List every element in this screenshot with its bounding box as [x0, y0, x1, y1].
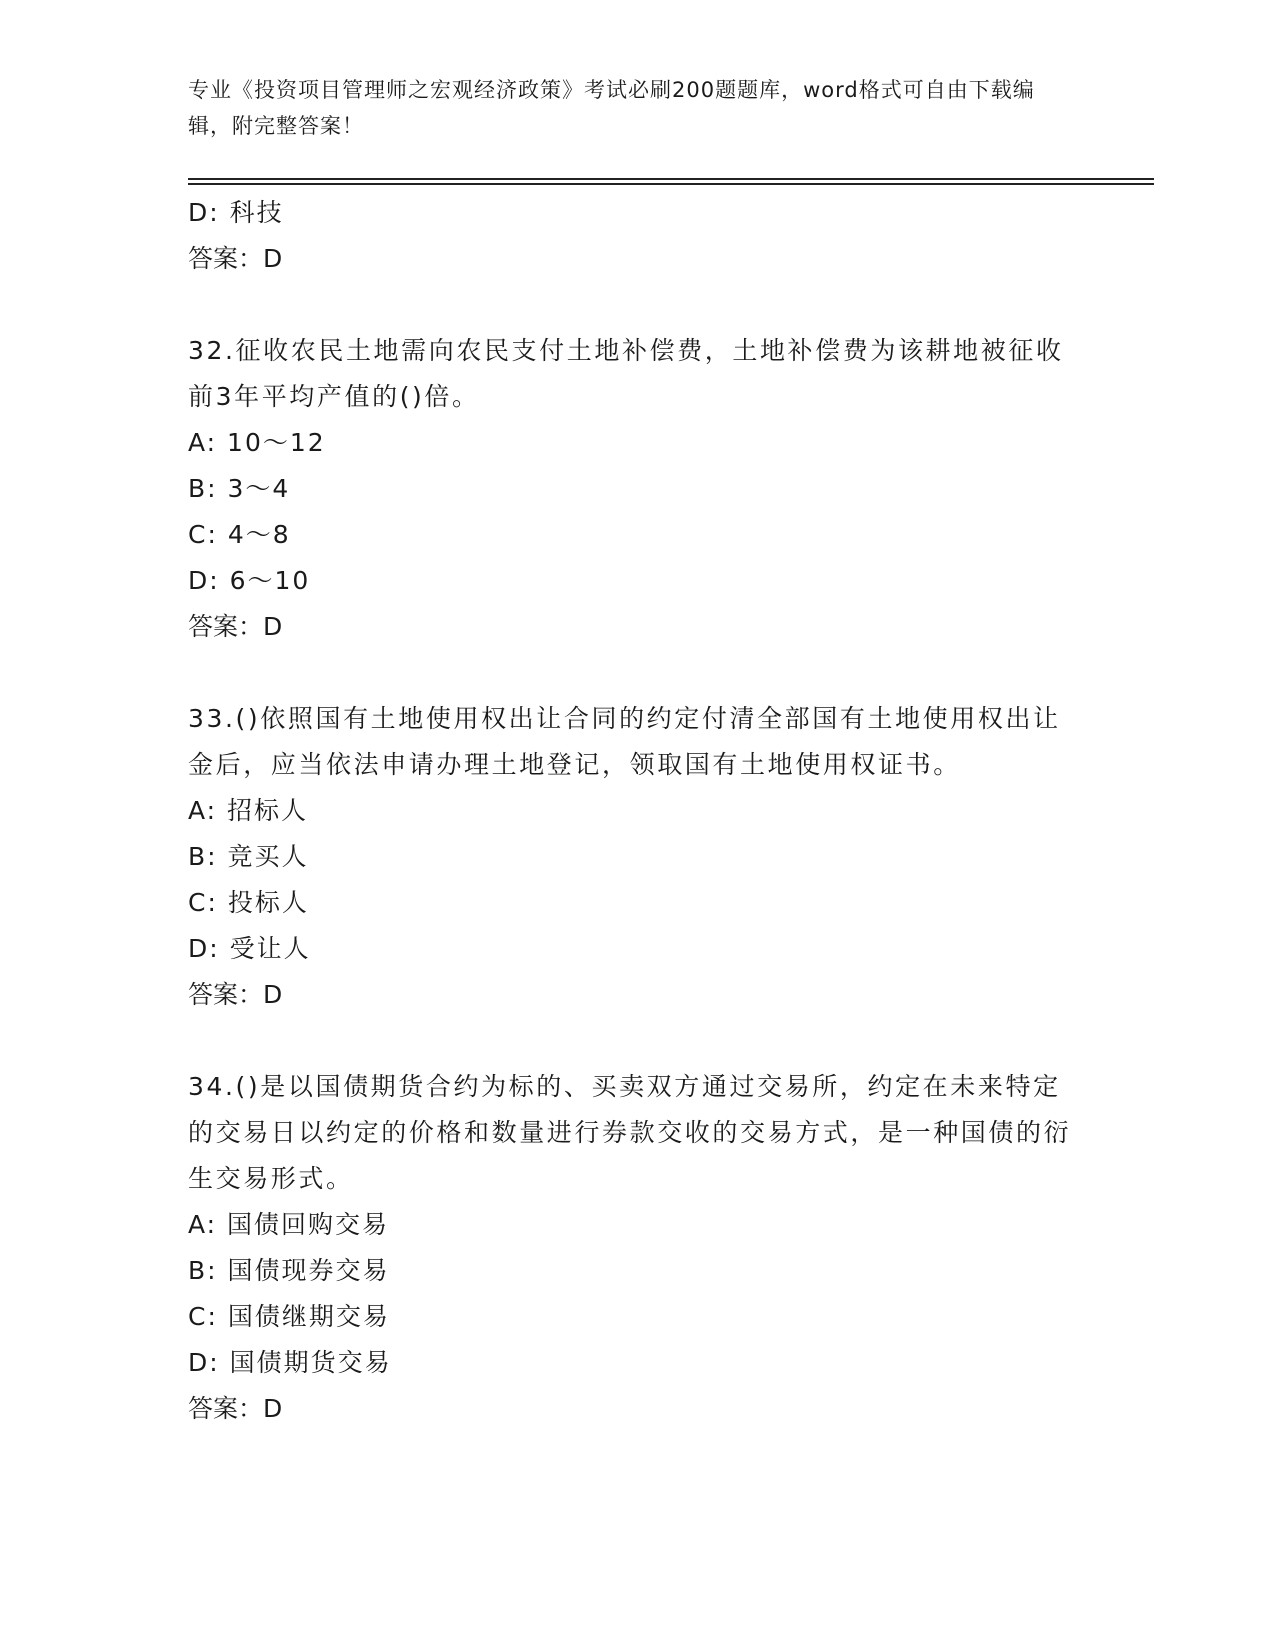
- option-b: B: 竞买人: [188, 842, 309, 871]
- option-c: C: 4～8: [188, 520, 291, 549]
- header-divider-bottom: [188, 183, 1154, 185]
- question-33: [188, 696, 1088, 1018]
- header-divider-top: [188, 178, 1154, 180]
- option-d: D: 受让人: [188, 934, 311, 963]
- option-b: B: 国债现券交易: [188, 1256, 390, 1285]
- question-stem: 34.()是以国债期货合约为标的、买卖双方通过交易所，约定在未来特定的交易日以约定的价格和数量进行券款交收的交易方式，是一种国债的衍生交易形式。: [188, 1072, 1072, 1193]
- question-32: [188, 328, 1088, 650]
- question-34: [188, 1064, 1088, 1432]
- carryover-answer: 答案：D: [188, 244, 283, 273]
- answer: 答案：D: [188, 1394, 283, 1423]
- question-stem: 32.征收农民土地需向农民支付土地补偿费，土地补偿费为该耕地被征收前3年平均产值的()倍。: [188, 336, 1064, 411]
- answer: 答案：D: [188, 980, 283, 1009]
- question-list: [188, 190, 1088, 1432]
- answer: 答案：D: [188, 612, 283, 641]
- option-a: A: 10～12: [188, 428, 326, 457]
- question-stem: 33.()依照国有土地使用权出让合同的约定付清全部国有土地使用权出让金后，应当依法申请办理土地登记，领取国有土地使用权证书。: [188, 704, 1061, 779]
- option-b: B: 3～4: [188, 474, 291, 503]
- option-d: D: 6～10: [188, 566, 311, 595]
- option-d: D: 国债期货交易: [188, 1348, 392, 1377]
- option-a: A: 国债回购交易: [188, 1210, 390, 1239]
- option-c: C: 国债继期交易: [188, 1302, 390, 1331]
- carryover-option-d: D: 科技: [188, 198, 284, 227]
- option-c: C: 投标人: [188, 888, 309, 917]
- document-header: 专业《投资项目管理师之宏观经济政策》考试必刷200题题库，word格式可自由下载编辑，附完整答案！: [188, 78, 1035, 138]
- option-a: A: 招标人: [188, 796, 309, 825]
